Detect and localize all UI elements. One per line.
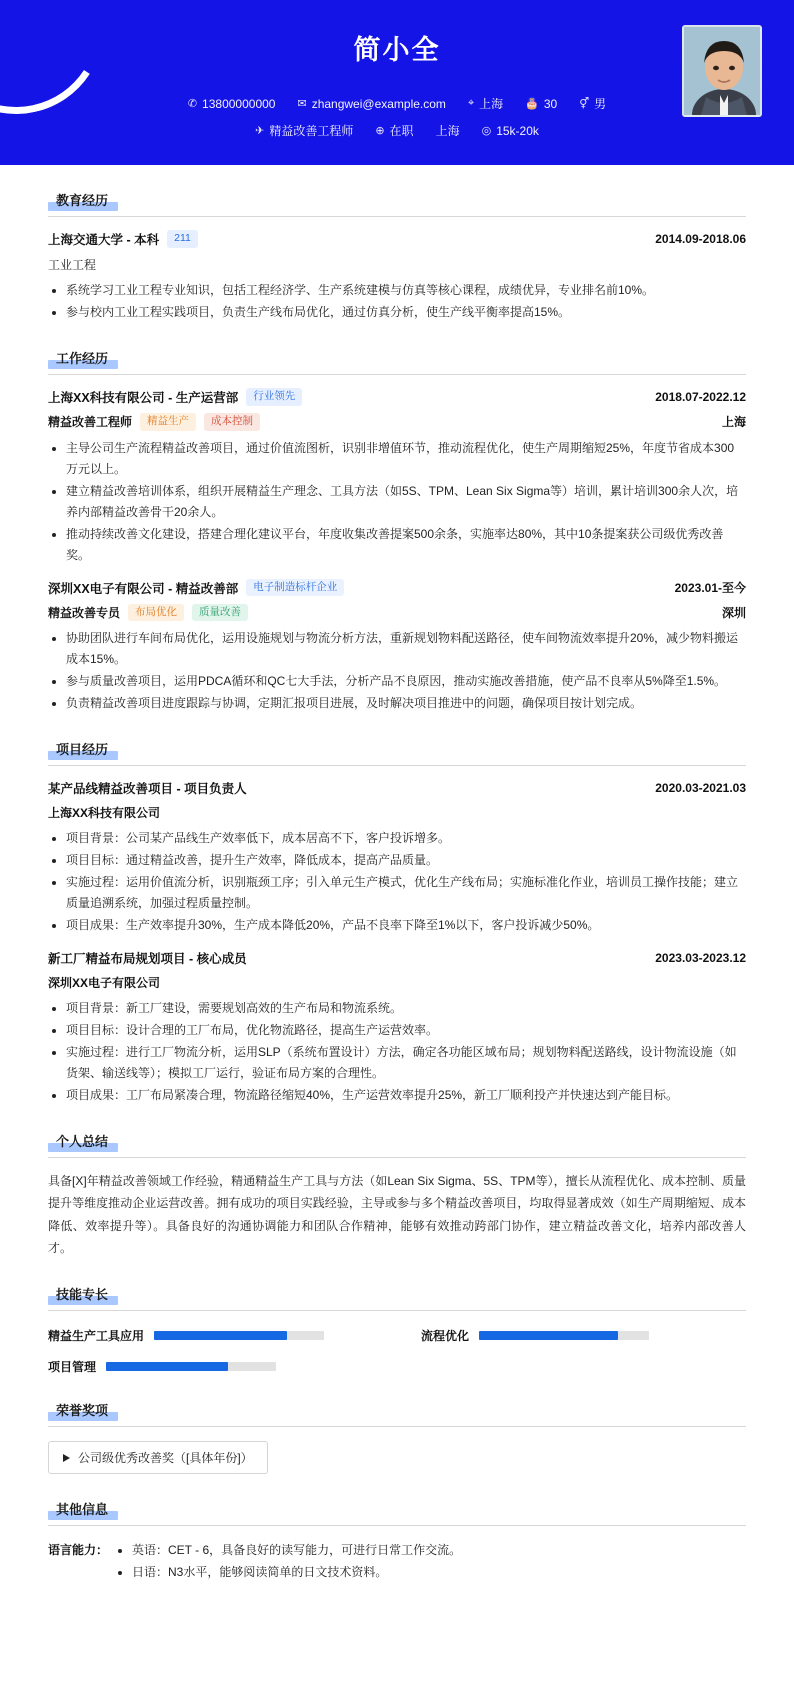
education-entry (48, 230, 746, 323)
divider (48, 374, 746, 375)
divider (48, 1310, 746, 1311)
work-role-tag: 布局优化 (128, 604, 184, 622)
contact-job-status-value: 在职 (389, 124, 414, 138)
job-icon: ✈ (255, 125, 265, 137)
work-location: 深圳 (721, 605, 746, 620)
contact-row-primary (0, 95, 794, 112)
contact-row-secondary (0, 122, 794, 139)
work-bullets (48, 628, 746, 714)
section-education (48, 187, 746, 323)
work-date: 2023.01-至今 (674, 581, 746, 596)
list-item: • 项目目标：通过精益改善，提升生产效率，降低成本，提高产品质量。 (66, 850, 746, 871)
language-block (48, 1540, 746, 1583)
entry-subheading-left (48, 413, 260, 431)
skill-progress-fill (479, 1331, 618, 1340)
resume-body (0, 187, 794, 1607)
skill-progress-fill (106, 1362, 228, 1371)
skill-label: 精益生产工具应用 (48, 1329, 145, 1344)
section-honors (48, 1397, 746, 1474)
honor-item[interactable] (48, 1441, 268, 1474)
project-title: 新工厂精益布局规划项目 - 核心成员 (48, 952, 247, 967)
list-item: • 项目成果：生产效率提升30%，生产成本降低20%，产品不良率下降至1%以下，客户投诉减少50%。 (66, 915, 746, 936)
cake-icon: 🎂 (525, 98, 539, 110)
skills-grid (48, 1327, 746, 1375)
project-date: 2023.03-2023.12 (655, 951, 746, 966)
mail-icon: ✉ (297, 98, 307, 110)
entry-heading-left (48, 388, 302, 406)
skill-item (421, 1327, 746, 1344)
list-item: • 主导公司生产流程精益改善项目，通过价值流图析，识别非增值环节，推动流程优化，使生产周期缩短25%，年度节省成本300万元以上。 (66, 438, 746, 480)
skill-progress-bar (106, 1362, 276, 1371)
project-entry (48, 949, 746, 1106)
skill-progress-bar (154, 1331, 324, 1340)
section-header-skills (48, 1281, 746, 1306)
summary-text: 具备[X]年精益改善领域工作经验，精通精益生产工具与方法（如Lean Six Sigma、5S、TPM等），擅长从流程优化、成本控制、质量提升等维度推动企业运营改善。拥有成功的项目实践经验，主导或参与多个精益改善项目，均取得显著成效（如生产周期缩短、成本降低、效率提升等）。具备良好的沟通协调能力和团队合作精神，能够有效推动跨部门协作，建立精益改善文化，培养内部改善人才。 (48, 1174, 746, 1255)
work-bullets (48, 438, 746, 566)
language-label: 语言能力： (48, 1543, 109, 1558)
section-header-summary (48, 1128, 746, 1153)
education-bullets (48, 280, 746, 323)
honor-label: 公司级优秀改善奖（[具体年份]） (78, 1451, 253, 1466)
work-role: 精益改善专员 (48, 605, 121, 620)
entry-subheading-row (48, 604, 746, 622)
list-item: • 建立精益改善培训体系，组织开展精益生产理念、工具方法（如5S、TPM、Lean Six Sigma等）培训，累计培训300余人次，培养内部精益改善骨干20余人。 (66, 481, 746, 523)
language-list (112, 1540, 461, 1583)
list-item: • 日语：N3水平，能够阅读简单的日文技术资料。 (132, 1562, 461, 1584)
salary-icon: ◎ (481, 125, 492, 137)
list-item: • 实施过程：进行工厂物流分析，运用SLP（系统布置设计）方法，确定各功能区域布局；规划物料配送路线，设计物流设施（如货架、输送线等）；模拟工厂运行，验证布局方案的合理性。 (66, 1042, 746, 1084)
entry-heading-row (48, 230, 746, 248)
education-school: 上海交通大学 - 本科 (48, 233, 160, 247)
divider (48, 1426, 746, 1427)
contact-job-status (375, 122, 413, 139)
contact-age-value: 30 (543, 96, 558, 111)
page-title: 简小全 (353, 35, 441, 65)
education-date: 2014.09-2018.06 (655, 232, 746, 246)
resume-header (0, 0, 794, 165)
section-header-projects (48, 736, 746, 761)
list-item: • 项目背景：新工厂建设，需要规划高效的生产布局和物流系统。 (66, 998, 746, 1019)
work-role-tag: 质量改善 (192, 604, 248, 622)
contact-email[interactable] (297, 97, 445, 111)
section-header-work (48, 345, 746, 370)
list-item: • 系统学习工业工程专业知识，包括工程经济学、生产系统建模与仿真等核心课程，成绩优异，专业排名前10%。 (66, 280, 746, 301)
contact-age (525, 97, 557, 111)
avatar (682, 25, 762, 117)
list-item: • 负责精益改善项目进度跟踪与协调，定期汇报项目进展，及时解决项目推进中的问题，确保项目按计划完成。 (66, 693, 746, 714)
contact-gender-value: 男 (594, 97, 607, 111)
skill-label: 流程优化 (421, 1329, 470, 1344)
work-role-tag: 精益生产 (140, 413, 196, 431)
list-item: • 实施过程：运用价值流分析，识别瓶颈工序；引入单元生产模式，优化生产线布局；实施标准化作业，培训员工操作技能；建立质量追溯系统，加强过程质量控制。 (66, 872, 746, 914)
entry-subheading-left (48, 604, 248, 622)
contact-salary (482, 124, 539, 138)
contact-expect-city (436, 122, 460, 139)
work-location: 上海 (721, 415, 746, 430)
contact-email-value: zhangwei@example.com (311, 96, 446, 111)
play-triangle-icon (63, 1454, 70, 1462)
entry-heading-row (48, 388, 746, 406)
contact-gender (579, 95, 606, 112)
section-other-info (48, 1496, 746, 1583)
section-header-other-info (48, 1496, 746, 1521)
divider (48, 1525, 746, 1526)
phone-icon: ✆ (187, 98, 198, 110)
work-company: 上海XX科技有限公司 - 生产运营部 (48, 391, 239, 405)
status-icon: ⊕ (375, 125, 385, 137)
divider (48, 1157, 746, 1158)
work-entry (48, 579, 746, 715)
contact-phone-value: 13800000000 (202, 96, 276, 111)
skill-progress-bar (479, 1331, 649, 1340)
section-title-projects: 项目经历 (48, 736, 118, 761)
work-company-tag: 行业领先 (246, 388, 302, 406)
project-bullets (48, 828, 746, 936)
entry-heading-left (48, 579, 344, 597)
list-item: • 参与质量改善项目，运用PDCA循环和QC七大手法，分析产品不良原因，推动实施改善措施，使产品不良率从5%降至1.5%。 (66, 671, 746, 692)
entry-heading-left (48, 230, 198, 248)
section-header-honors (48, 1397, 746, 1422)
work-company-tag: 电子制造标杆企业 (246, 579, 344, 597)
section-projects (48, 736, 746, 1106)
list-item: • 项目目标：设计合理的工厂布局，优化物流路径，提高生产运营效率。 (66, 1020, 746, 1041)
contact-phone (188, 97, 276, 111)
work-company: 深圳XX电子有限公司 - 精益改善部 (48, 581, 239, 596)
education-tag: 211 (167, 230, 198, 248)
list-item: • 英语：CET - 6，具备良好的读写能力，可进行日常工作交流。 (132, 1540, 461, 1562)
section-skills (48, 1281, 746, 1375)
entry-heading-row (48, 779, 746, 797)
list-item: • 参与校内工业工程实践项目，负责生产线布局优化，通过仿真分析，使生产线平衡率提高15%。 (66, 302, 746, 323)
contact-location-value: 上海 (479, 97, 504, 111)
section-work (48, 345, 746, 714)
list-item: • 协助团队进行车间布局优化，运用设施规划与物流分析方法，重新规划物料配送路径，使车间物流效率提升20%，减少物料搬运成本15%。 (66, 628, 746, 670)
skill-item (48, 1327, 373, 1344)
entry-heading-row (48, 579, 746, 597)
divider (48, 216, 746, 217)
education-major: 工业工程 (48, 258, 97, 272)
skill-label: 项目管理 (48, 1360, 97, 1375)
work-date: 2018.07-2022.12 (655, 390, 746, 404)
entry-heading-row (48, 949, 746, 967)
skill-progress-fill (154, 1331, 287, 1340)
section-title-other-info: 其他信息 (48, 1496, 118, 1521)
list-item: • 推动持续改善文化建设，搭建合理化建议平台，年度收集改善提案500余条，实施率达80%，其中10条提案获公司级优秀改善奖。 (66, 524, 746, 566)
section-title-education: 教育经历 (48, 187, 118, 212)
section-title-summary: 个人总结 (48, 1128, 118, 1153)
work-role-tag: 成本控制 (204, 413, 260, 431)
skill-item (48, 1358, 373, 1375)
section-title-work: 工作经历 (48, 345, 118, 370)
gender-icon: ⚥ (579, 98, 590, 110)
project-title: 某产品线精益改善项目 - 项目负责人 (48, 782, 247, 797)
project-bullets (48, 998, 746, 1106)
contact-expect-city-value: 上海 (435, 124, 460, 138)
project-company: 上海XX科技有限公司 (48, 806, 161, 821)
project-company: 深圳XX电子有限公司 (48, 976, 161, 991)
project-entry (48, 779, 746, 936)
work-role: 精益改善工程师 (48, 415, 133, 430)
project-date: 2020.03-2021.03 (655, 781, 746, 796)
section-title-honors: 荣誉奖项 (48, 1397, 118, 1422)
avatar-illustration (684, 27, 762, 117)
contact-salary-value: 15k-20k (496, 123, 539, 138)
work-entry (48, 388, 746, 566)
section-summary (48, 1128, 746, 1259)
location-icon: ⌖ (467, 97, 475, 109)
list-item: • 项目背景：公司某产品线生产效率低下，成本居高不下，客户投诉增多。 (66, 828, 746, 849)
entry-subheading-row (48, 413, 746, 431)
section-header-education (48, 187, 746, 212)
contact-job-title (255, 122, 353, 139)
divider (48, 765, 746, 766)
contact-job-title-value: 精益改善工程师 (269, 124, 354, 138)
list-item: • 项目成果：工厂布局紧凑合理，物流路径缩短40%，生产运营效率提升25%，新工厂顺利投产并快速达到产能目标。 (66, 1085, 746, 1106)
section-title-skills: 技能专长 (48, 1281, 118, 1306)
contact-location (468, 95, 503, 112)
